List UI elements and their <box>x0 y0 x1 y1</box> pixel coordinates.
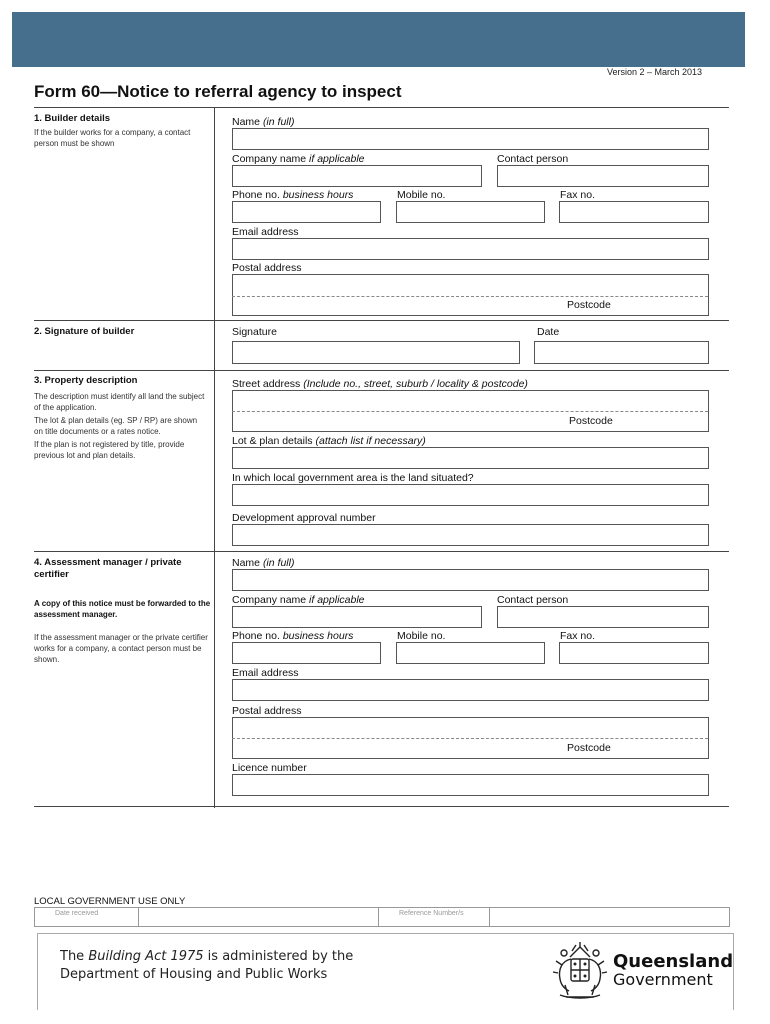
am-email-label: Email address <box>232 667 299 679</box>
title-divider <box>34 107 729 108</box>
builder-mobile-field[interactable] <box>396 201 545 223</box>
government-logo-text: Government <box>613 970 713 989</box>
builder-postcode-label: Postcode <box>567 299 611 311</box>
builder-email-field[interactable] <box>232 238 709 260</box>
page-title: Form 60—Notice to referral agency to inspect <box>34 82 402 101</box>
section-divider <box>34 551 729 552</box>
builder-contact-field[interactable] <box>497 165 709 187</box>
am-postal-label: Postal address <box>232 705 302 717</box>
am-name-field[interactable] <box>232 569 709 591</box>
queensland-logo-text: Queensland <box>613 951 734 972</box>
builder-company-field[interactable] <box>232 165 482 187</box>
am-fax-field[interactable] <box>559 642 709 664</box>
section3-note: The lot & plan details (eg. SP / RP) are shown on title documents or a rates notice. <box>34 416 198 436</box>
am-company-field[interactable] <box>232 606 482 628</box>
lga-field[interactable] <box>232 484 709 506</box>
lot-plan-label: Lot & plan details (attach list if necessary) <box>232 435 426 447</box>
department-name: Department of Housing and Public Works <box>60 967 328 982</box>
builder-fax-label: Fax no. <box>560 189 596 201</box>
am-mobile-field[interactable] <box>396 642 545 664</box>
section4-note-bold: A copy of this notice must be forwarded to the assessment manager. <box>34 599 211 619</box>
builder-contact-label: Contact person <box>497 153 569 165</box>
section2-heading: 2. Signature of builder <box>34 326 135 337</box>
signature-field[interactable] <box>232 341 520 364</box>
am-postal-divider <box>232 738 708 739</box>
street-address-label: Street address (Include no., street, suburb / locality & postcode) <box>232 378 528 390</box>
am-company-label: Company name if applicable <box>232 594 365 606</box>
date-received-field[interactable] <box>139 908 379 926</box>
section3-heading: 3. Property description <box>34 375 138 386</box>
local-gov-table <box>34 907 730 927</box>
section4-heading: 4. Assessment manager / private certifier <box>34 557 182 580</box>
section3-note: If the plan is not registered by title, provide previous lot and plan details. <box>34 440 185 460</box>
section-divider <box>34 320 729 321</box>
am-name-label: Name (in full) <box>232 557 295 569</box>
reference-number-label: Reference Number/s <box>379 908 490 926</box>
version-text: Version 2 – March 2013 <box>606 67 702 77</box>
header-banner <box>12 12 745 67</box>
builder-postal-field[interactable] <box>232 274 709 316</box>
am-postcode-label: Postcode <box>567 742 611 754</box>
licence-number-field[interactable] <box>232 774 709 796</box>
licence-number-label: Licence number <box>232 762 307 774</box>
lot-plan-field[interactable] <box>232 447 709 469</box>
development-approval-label: Development approval number <box>232 512 376 524</box>
builder-phone-field[interactable] <box>232 201 381 223</box>
lga-label: In which local government area is the land situated? <box>232 472 474 484</box>
builder-name-field[interactable] <box>232 128 709 150</box>
am-mobile-label: Mobile no. <box>397 630 446 642</box>
date-field[interactable] <box>534 341 709 364</box>
am-fax-label: Fax no. <box>560 630 596 642</box>
local-gov-label: LOCAL GOVERNMENT USE ONLY <box>34 896 186 907</box>
date-label: Date <box>537 326 560 338</box>
am-phone-field[interactable] <box>232 642 381 664</box>
section-divider <box>34 370 729 371</box>
section3-note: The description must identify all land the subject of the application. <box>34 392 205 412</box>
street-address-divider <box>232 411 708 412</box>
queensland-crest-icon <box>548 939 612 1003</box>
builder-mobile-label: Mobile no. <box>397 189 446 201</box>
footer <box>37 933 734 1010</box>
builder-postal-divider <box>232 296 708 297</box>
am-phone-label: Phone no. business hours <box>232 630 354 642</box>
builder-company-label: Company name if applicable <box>232 153 365 165</box>
builder-phone-label: Phone no. business hours <box>232 189 354 201</box>
act-name: Building Act 1975 <box>88 949 204 964</box>
am-email-field[interactable] <box>232 679 709 701</box>
section4-note: If the assessment manager or the private certifier works for a company, a contact person must be shown. <box>34 633 208 664</box>
builder-fax-field[interactable] <box>559 201 709 223</box>
section1-heading: 1. Builder details <box>34 113 111 124</box>
date-received-label: Date received <box>35 908 139 926</box>
am-contact-field[interactable] <box>497 606 709 628</box>
builder-name-label: Name (in full) <box>232 116 295 128</box>
reference-number-field[interactable] <box>490 908 729 926</box>
development-approval-field[interactable] <box>232 524 709 546</box>
property-postcode-label: Postcode <box>569 415 613 427</box>
builder-email-label: Email address <box>232 226 299 238</box>
form-bottom-divider <box>34 806 729 807</box>
signature-label: Signature <box>232 326 277 338</box>
administered-by-text: The Building Act 1975 is administered by the Department of Housing and Public Works <box>60 949 354 982</box>
am-contact-label: Contact person <box>497 594 569 606</box>
builder-postal-label: Postal address <box>232 262 302 274</box>
section3-notes <box>34 391 206 463</box>
column-divider <box>214 108 215 808</box>
section1-note: If the builder works for a company, a contact person must be shown <box>34 128 191 148</box>
